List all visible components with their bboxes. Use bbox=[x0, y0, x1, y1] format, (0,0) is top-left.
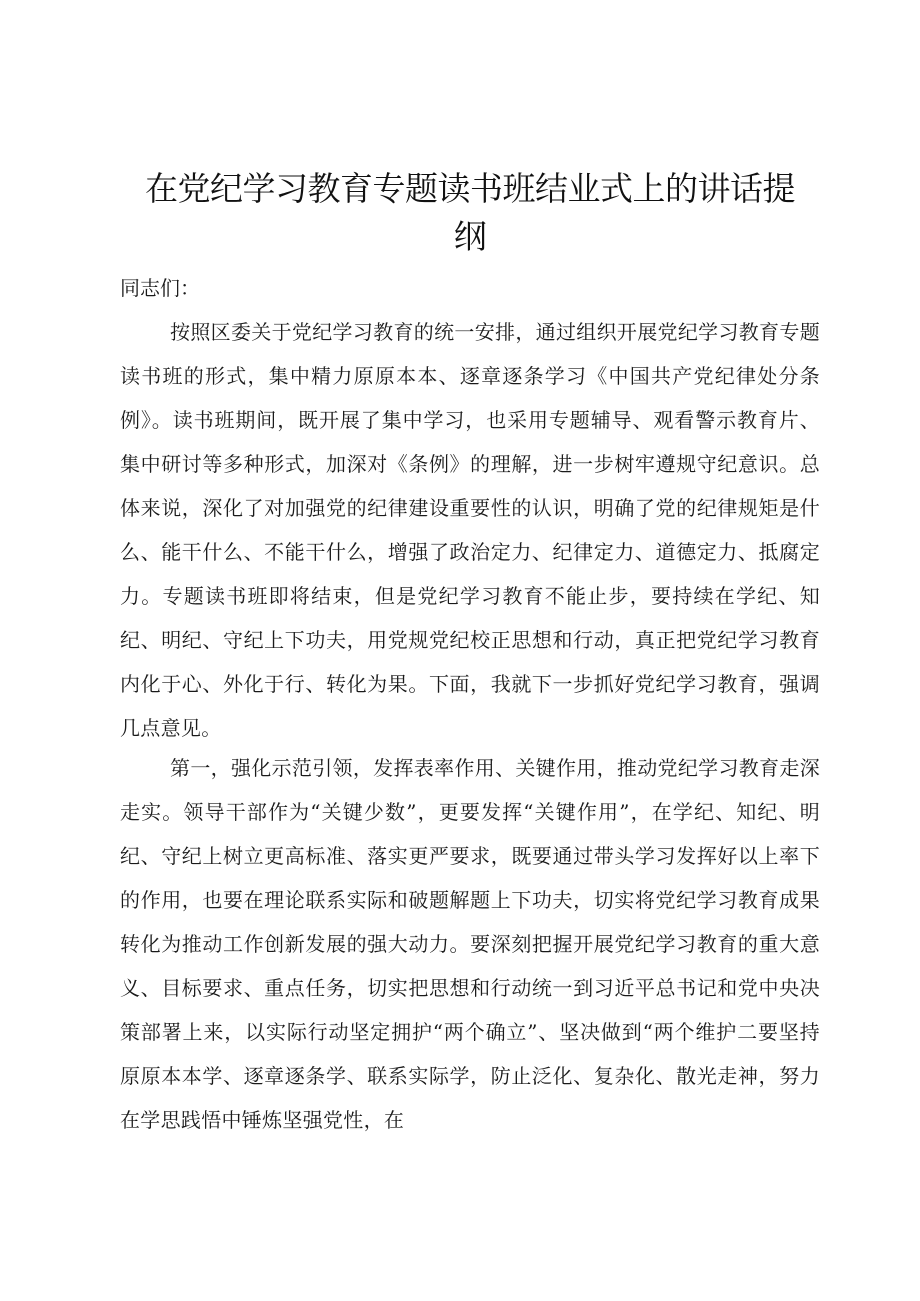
salutation: 同志们： bbox=[120, 276, 200, 300]
document-title-line-1: 在党纪学习教育专题读书班结业式上的讲话提 bbox=[145, 169, 795, 208]
body-paragraph-1: 按照区委关于党纪学习教育的统一安排，通过组织开展党纪学习教育专题读书班的形式，集中精力原原本本、逐章逐条学习《中国共产党纪律处分条例》。读书班期间，既开展了集中学习，也采用专题辅导、观看警示教育片、集中研讨等多种形式，加深对《条例》的理解，进一步树牢遵规守纪意识。总体来说，深化了对加强党的纪律建设重要性的认识，明确了党的纪律规矩是什么、能干什么、不能干什么，增强了政治定力、纪律定力、道德定力、抵腐定力。专题读书班即将结束，但是党纪学习教育不能止步，要持续在学纪、知纪、明纪、守纪上下功夫，用党规党纪校正思想和行动，真正把党纪学习教育内化于心、外化于行、转化为果。下面，我就下一步抓好党纪学习教育，强调几点意见。 bbox=[120, 320, 820, 740]
body-paragraph-2: 第一，强化示范引领，发挥表率作用、关键作用，推动党纪学习教育走深走实。领导干部作为“关键少数”，更要发挥“关键作用”，在学纪、知纪、明纪、守纪上树立更高标准、落实更严要求，既要通过带头学习发挥好以上率下的作用，也要在理论联系实际和破题解题上下功夫，切实将党纪学习教育成果转化为推动工作创新发展的强大动力。要深刻把握开展党纪学习教育的重大意义、目标要求、重点任务，切实把思想和行动统一到习近平总书记和党中央决策部署上来，以实际行动坚定拥护“两个确立”、坚决做到“两个维护二要坚持原原本本学、逐章逐条学、联系实际学，防止泛化、复杂化、散光走神，努力在学思践悟中锤炼坚强党性，在 bbox=[120, 756, 820, 1132]
document-title-line-2: 纲 bbox=[453, 217, 487, 256]
